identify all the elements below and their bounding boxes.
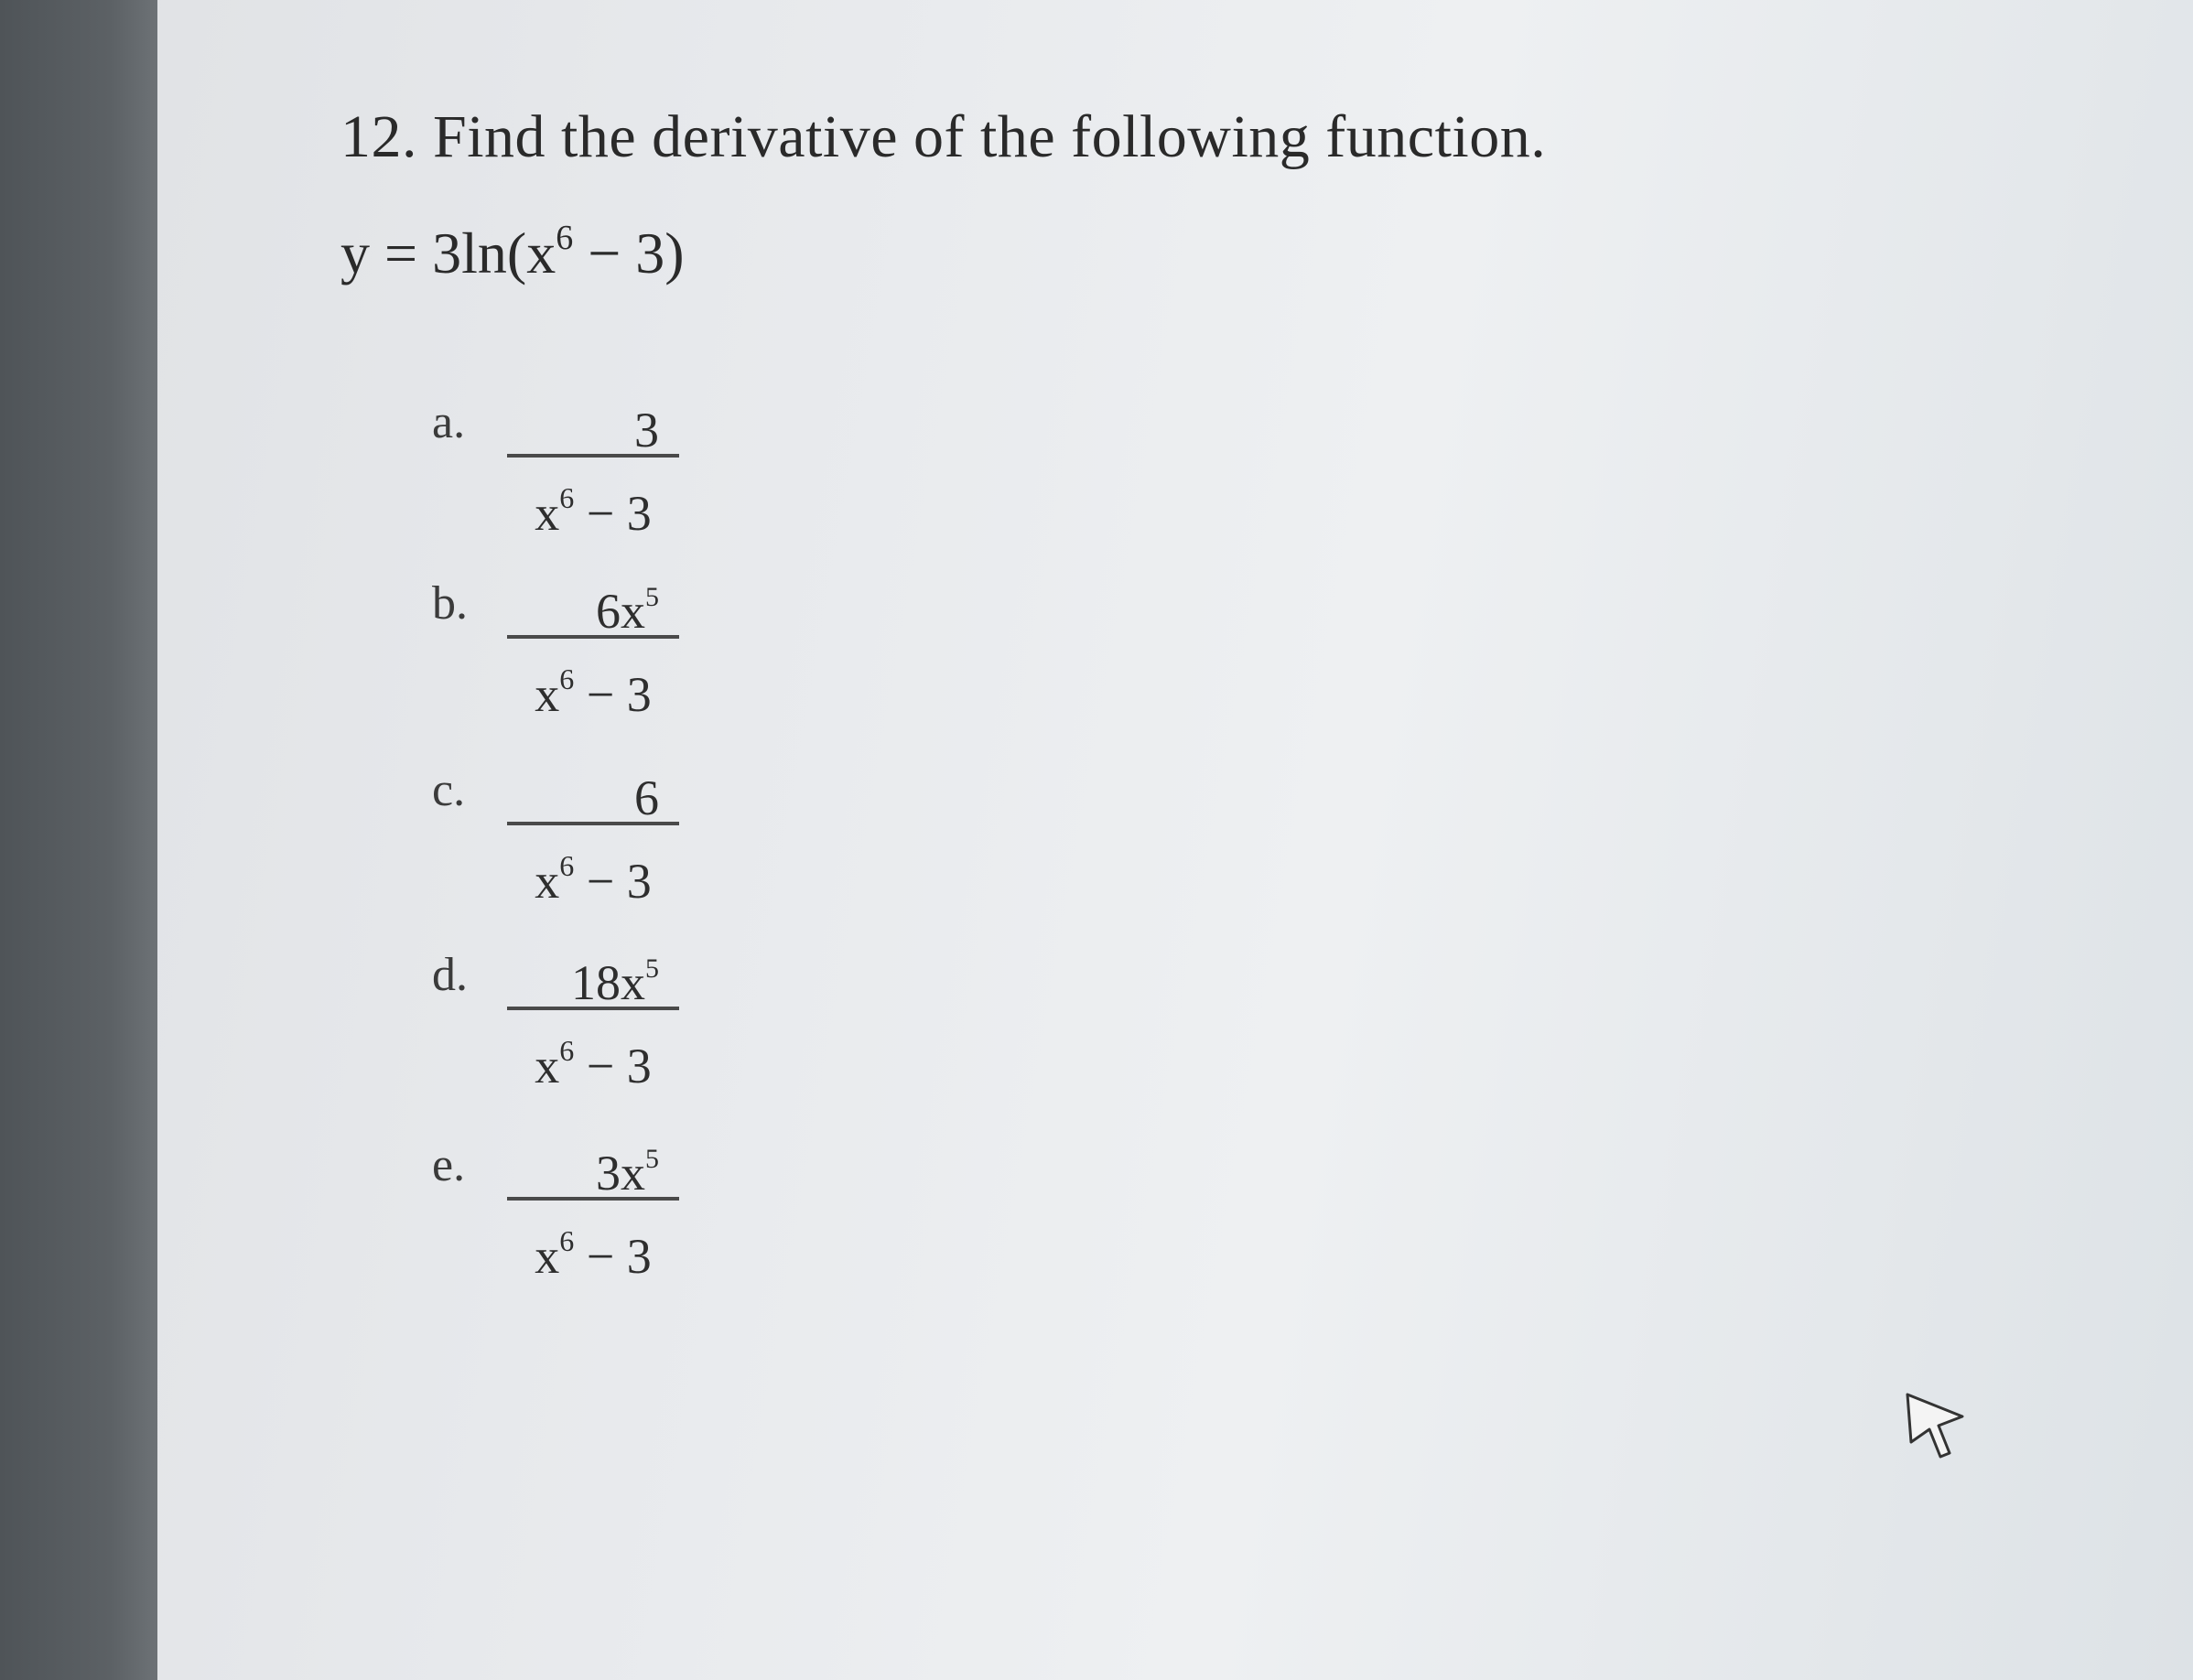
fraction-numerator: $18x^5$	[571, 953, 659, 1010]
answer-option-d[interactable]	[432, 937, 853, 1102]
fraction-denominator: $x^6 - 3$	[535, 1034, 652, 1093]
fraction-numerator: $6x^5$	[596, 582, 659, 639]
answer-fraction	[507, 565, 679, 722]
option-letter: b.	[432, 577, 468, 630]
monitor-bezel	[0, 0, 157, 1680]
answer-fraction	[507, 937, 679, 1093]
fraction-numerator: 6	[634, 770, 659, 825]
answer-option-a[interactable]	[432, 384, 853, 549]
function-exponent: 6	[556, 219, 574, 257]
option-letter: a.	[432, 396, 466, 448]
answer-fraction	[507, 752, 679, 909]
question-title: 12. Find the derivative of the following function.	[340, 103, 1547, 170]
fraction-denominator: $x^6 - 3$	[535, 662, 652, 722]
answer-fraction	[507, 384, 679, 541]
quiz-content	[157, 0, 2193, 1680]
answer-option-e[interactable]	[432, 1127, 853, 1292]
fraction-denominator: $x^6 - 3$	[535, 849, 652, 909]
answer-option-c[interactable]	[432, 752, 853, 917]
fraction-denominator: $x^6 - 3$	[535, 1224, 652, 1284]
mouse-pointer-icon	[1902, 1389, 1970, 1462]
fraction-numerator: 3	[634, 403, 659, 458]
function-rhs: − 3)	[573, 221, 685, 285]
fraction-denominator: $x^6 - 3$	[535, 481, 652, 541]
option-letter: d.	[432, 949, 468, 1001]
fraction-bar	[507, 1197, 679, 1201]
answer-option-b[interactable]	[432, 565, 853, 730]
fraction-bar	[507, 635, 679, 639]
function-lhs: y = 3ln(x	[340, 221, 556, 285]
fraction-numerator: $3x^5$	[596, 1144, 659, 1201]
option-letter: e.	[432, 1139, 466, 1191]
answer-fraction	[507, 1127, 679, 1284]
option-letter: c.	[432, 764, 466, 816]
function-expression	[340, 218, 685, 287]
